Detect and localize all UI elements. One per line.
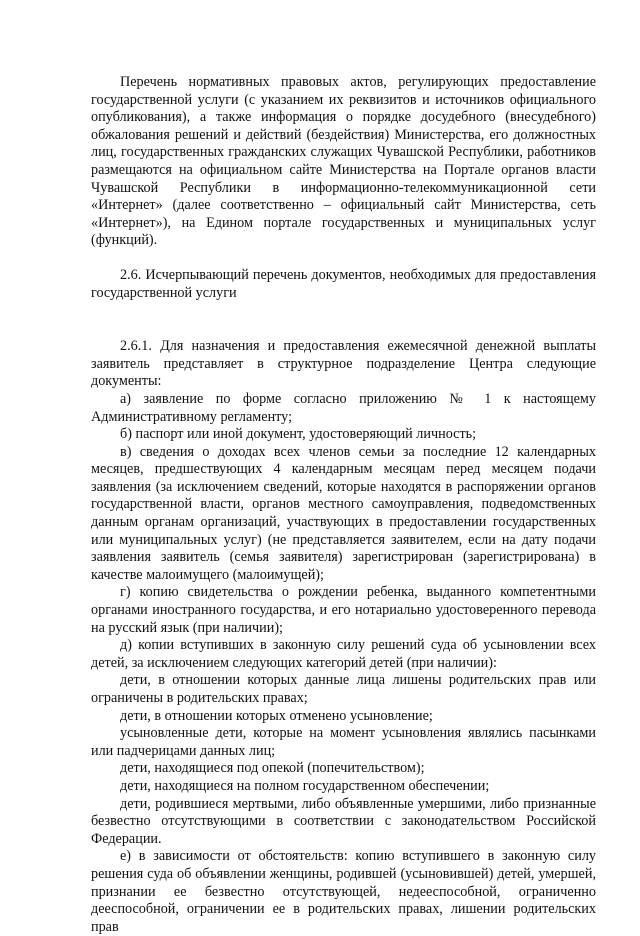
paragraph-2-6-1: 2.6.1. Для назначения и предоставления ежемесячной денежной выплаты заявитель представляет в структурное подразделение Центра следующие документы: (91, 338, 596, 390)
sub-item-deprived-rights: дети, в отношении которых данные лица лишены родительских прав или ограничены в родительских правах; (91, 672, 596, 706)
list-item-e: е) в зависимости от обстоятельств: копию вступившего в законную силу решения суда об объявлении женщины, родившей (усыновившей) детей, умершей, признании ее безвестно отсутствующей, недееспособной, ограниченно дееспособной, ограничении ее в родительских правах, лишении родительских прав (91, 848, 596, 935)
sub-item-stepchildren: усыновленные дети, которые на момент усыновления являлись пасынками или падчерицами данных лиц; (91, 725, 596, 759)
sub-item-adoption-cancelled: дети, в отношении которых отменено усыновление; (120, 707, 433, 724)
section-heading-2-6: 2.6. Исчерпывающий перечень документов, необходимых для предоставления государственной услуги (91, 266, 596, 301)
sub-item-state-support: дети, находящиеся на полном государственном обеспечении; (120, 777, 490, 794)
list-item-b: б) паспорт или иной документ, удостоверяющий личность; (120, 426, 477, 443)
paragraph-legal-acts: Перечень нормативных правовых актов, регулирующих предоставление государственной услуги (с указанием их реквизитов и источников официального опубликования), а также информация о порядке досудебного (внесудебного) обжалования решений и действий (бездействия) Министерства, его должностных лиц, государственных гражданских служащих Чувашской Республики, работников размещаются на официальном сайте Министерства на Портале органов власти Чувашской Республики в информационно-телекоммуникационной сети «Интернет» (далее соответственно – официальный сайт Министерства, сеть «Интернет»), на Едином портале государственных и муниципальных услуг (функций). (91, 74, 596, 249)
list-item-a: а) заявление по форме согласно приложению № 1 к настоящему Административному регламенту; (91, 390, 596, 425)
list-item-d: д) копии вступивших в законную силу решений суда об усыновлении всех детей, за исключением следующих категорий детей (при наличии): (91, 637, 596, 671)
sub-item-guardianship: дети, находящиеся под опекой (попечительством); (120, 760, 425, 777)
list-item-v: в) сведения о доходах всех членов семьи за последние 12 календарных месяцев, предшествующих 4 календарным месяцам перед месяцем подачи заявления (за исключением сведений, которые находятся в распоряжении органов государственной власти, органов местного самоуправления, подведомственных данным органам организаций, участвующих в предоставлении государственных или муниципальных услуг) (не представляется заявителем, если на дату подачи заявления заявитель (семья заявителя) зарегистрирован (зарегистрирована) в качестве малоимущего (малоимущей); (91, 443, 596, 583)
sub-item-deceased: дети, родившиеся мертвыми, либо объявленные умершими, либо признанные безвестно отсутствующими в соответствии с законодательством Российской Федерации. (91, 795, 596, 847)
list-item-g: г) копию свидетельства о рождении ребенка, выданного компетентными органами иностранного государства, и его нотариально удостоверенного перевода на русский язык (при наличии); (91, 584, 596, 636)
